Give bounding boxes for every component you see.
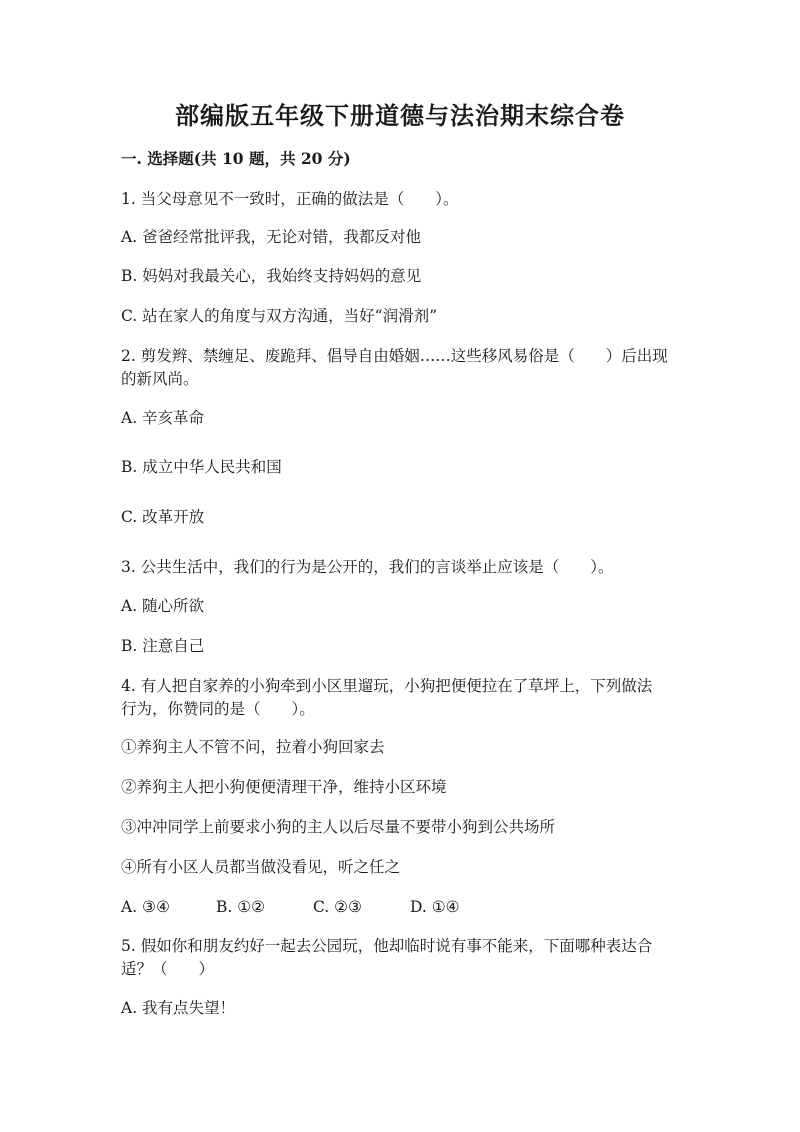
- question-2-option-c: C. 改革开放: [121, 508, 205, 526]
- question-4-statement-4: ④所有小区人员都当做没看见，听之任之: [121, 858, 401, 876]
- question-4-stem-line2: 行为，你赞同的是（ ）。: [121, 700, 315, 718]
- question-5-stem-line1: 5. 假如你和朋友约好一起去公园玩，他却临时说有事不能来，下面哪种表达合: [121, 937, 653, 955]
- question-4-option-c: C. ②③: [313, 898, 362, 916]
- question-1-option-c: C. 站在家人的角度与双方沟通，当好“润滑剂”: [121, 307, 438, 325]
- question-3-stem: 3. 公共生活中，我们的行为是公开的，我们的言谈举止应该是（ ）。: [121, 558, 614, 576]
- question-1-stem: 1. 当父母意见不一致时，正确的做法是（ ）。: [121, 190, 459, 208]
- question-4-statement-2: ②养狗主人把小狗便便清理干净，维持小区环境: [121, 778, 447, 796]
- question-3-option-a: A. 随心所欲: [121, 597, 205, 615]
- question-4-option-b: B. ①②: [216, 898, 266, 916]
- question-4-option-a: A. ③④: [121, 898, 170, 916]
- question-4-statement-3: ③冲冲同学上前要求小狗的主人以后尽量不要带小狗到公共场所: [121, 818, 556, 836]
- question-4-option-d: D. ①④: [410, 898, 460, 916]
- question-5-stem-line2: 适？（ ）: [121, 960, 215, 978]
- question-2-option-a: A. 辛亥革命: [121, 409, 205, 427]
- question-1-option-a: A. 爸爸经常批评我，无论对错，我都反对他: [121, 228, 422, 246]
- question-1-option-b: B. 妈妈对我最关心，我始终支持妈妈的意见: [121, 267, 422, 285]
- question-3-option-b: B. 注意自己: [121, 637, 205, 655]
- page-title: 部编版五年级下册道德与法治期末综合卷: [175, 101, 625, 130]
- question-4-statement-1: ①养狗主人不管不问，拉着小狗回家去: [121, 738, 385, 756]
- question-2-stem-line2: 的新风尚。: [121, 370, 199, 388]
- question-2-option-b: B. 成立中华人民共和国: [121, 458, 282, 476]
- question-4-stem-line1: 4. 有人把自家养的小狗牵到小区里遛玩，小狗把便便拉在了草坪上，下列做法: [121, 677, 653, 695]
- question-5-option-a: A. 我有点失望！: [121, 999, 236, 1017]
- question-2-stem-line1: 2. 剪发辫、禁缠足、废跪拜、倡导自由婚姻……这些移风易俗是（ ）后出现: [121, 347, 668, 365]
- section-heading: 一. 选择题(共 10 题，共 20 分): [121, 149, 351, 168]
